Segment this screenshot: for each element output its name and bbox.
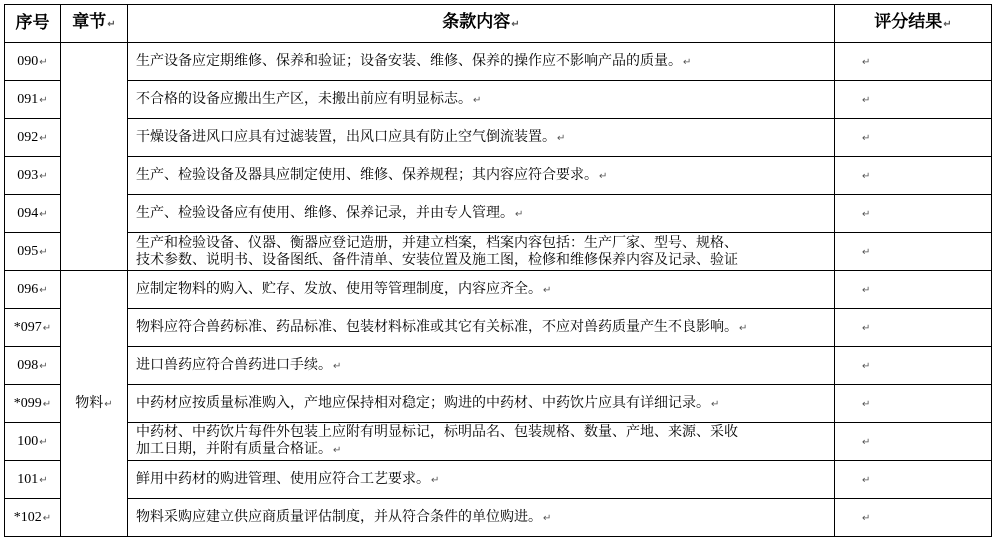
chapter-cell-materials: 物料↵ bbox=[61, 271, 128, 537]
row-content: 物料应符合兽药标准、药品标准、包装材料标准或其它有关标准，不应对兽药质量产生不良影响。↵ bbox=[128, 309, 835, 347]
score-cell[interactable]: ↵ bbox=[835, 309, 992, 347]
table-row bbox=[5, 157, 992, 195]
row-num: 096↵ bbox=[5, 271, 61, 309]
row-num: 090↵ bbox=[5, 43, 61, 81]
row-num: *102↵ bbox=[5, 499, 61, 537]
row-num: 100↵ bbox=[5, 423, 61, 461]
score-cell[interactable]: ↵ bbox=[835, 195, 992, 233]
score-cell[interactable]: ↵ bbox=[835, 81, 992, 119]
score-cell[interactable]: ↵ bbox=[835, 499, 992, 537]
table-row bbox=[5, 347, 992, 385]
row-num: 101↵ bbox=[5, 461, 61, 499]
table-row bbox=[5, 461, 992, 499]
table-row bbox=[5, 309, 992, 347]
score-cell[interactable]: ↵ bbox=[835, 43, 992, 81]
row-num: 093↵ bbox=[5, 157, 61, 195]
score-cell[interactable]: ↵ bbox=[835, 233, 992, 271]
row-content: 生产和检验设备、仪器、衡器应登记造册，并建立档案，档案内容包括：生产厂家、型号、规格、 技术参数、说明书、设备图纸、备件清单、安装位置及施工图，检修和维修保养内容及记录、验证 bbox=[128, 233, 835, 271]
row-content: 进口兽药应符合兽药进口手续。↵ bbox=[128, 347, 835, 385]
table-row bbox=[5, 385, 992, 423]
row-content: 中药材、中药饮片每件外包装上应附有明显标记，标明品名、包装规格、数量、产地、来源、采收 加工日期，并附有质量合格证。↵ bbox=[128, 423, 835, 461]
score-cell[interactable]: ↵ bbox=[835, 461, 992, 499]
clause-table bbox=[4, 4, 992, 537]
row-content: 生产、检验设备及器具应制定使用、维修、保养规程；其内容应符合要求。↵ bbox=[128, 157, 835, 195]
header-row bbox=[5, 5, 992, 43]
table-row bbox=[5, 271, 992, 309]
table-row bbox=[5, 43, 992, 81]
row-content: 不合格的设备应搬出生产区，未搬出前应有明显标志。↵ bbox=[128, 81, 835, 119]
row-content: 生产、检验设备应有使用、维修、保养记录，并由专人管理。↵ bbox=[128, 195, 835, 233]
score-cell[interactable]: ↵ bbox=[835, 157, 992, 195]
row-content: 物料采购应建立供应商质量评估制度，并从符合条件的单位购进。↵ bbox=[128, 499, 835, 537]
row-num: 095↵ bbox=[5, 233, 61, 271]
row-num: *099↵ bbox=[5, 385, 61, 423]
score-cell[interactable]: ↵ bbox=[835, 385, 992, 423]
score-cell[interactable]: ↵ bbox=[835, 347, 992, 385]
row-num: 098↵ bbox=[5, 347, 61, 385]
score-cell[interactable]: ↵ bbox=[835, 271, 992, 309]
table-row bbox=[5, 499, 992, 537]
score-cell[interactable]: ↵ bbox=[835, 119, 992, 157]
table-row bbox=[5, 81, 992, 119]
row-content: 中药材应按质量标准购入，产地应保持相对稳定；购进的中药材、中药饮片应具有详细记录。↵ bbox=[128, 385, 835, 423]
row-content: 生产设备应定期维修、保养和验证；设备安装、维修、保养的操作应不影响产品的质量。↵ bbox=[128, 43, 835, 81]
table-row bbox=[5, 233, 992, 271]
score-cell[interactable]: ↵ bbox=[835, 423, 992, 461]
row-content: 干燥设备进风口应具有过滤装置，出风口应具有防止空气倒流装置。↵ bbox=[128, 119, 835, 157]
row-num: 094↵ bbox=[5, 195, 61, 233]
header-chapter: 章节↵ bbox=[61, 5, 128, 43]
chapter-cell-equipment bbox=[61, 43, 128, 271]
header-content: 条款内容↵ bbox=[128, 5, 835, 43]
row-num: 091↵ bbox=[5, 81, 61, 119]
header-num: 序号 bbox=[5, 5, 61, 43]
row-content: 应制定物料的购入、贮存、发放、使用等管理制度，内容应齐全。↵ bbox=[128, 271, 835, 309]
row-num: 092↵ bbox=[5, 119, 61, 157]
table-row bbox=[5, 119, 992, 157]
row-num: *097↵ bbox=[5, 309, 61, 347]
row-content: 鲜用中药材的购进管理、使用应符合工艺要求。↵ bbox=[128, 461, 835, 499]
header-score: 评分结果↵ bbox=[835, 5, 992, 43]
table-row bbox=[5, 423, 992, 461]
table-row bbox=[5, 195, 992, 233]
